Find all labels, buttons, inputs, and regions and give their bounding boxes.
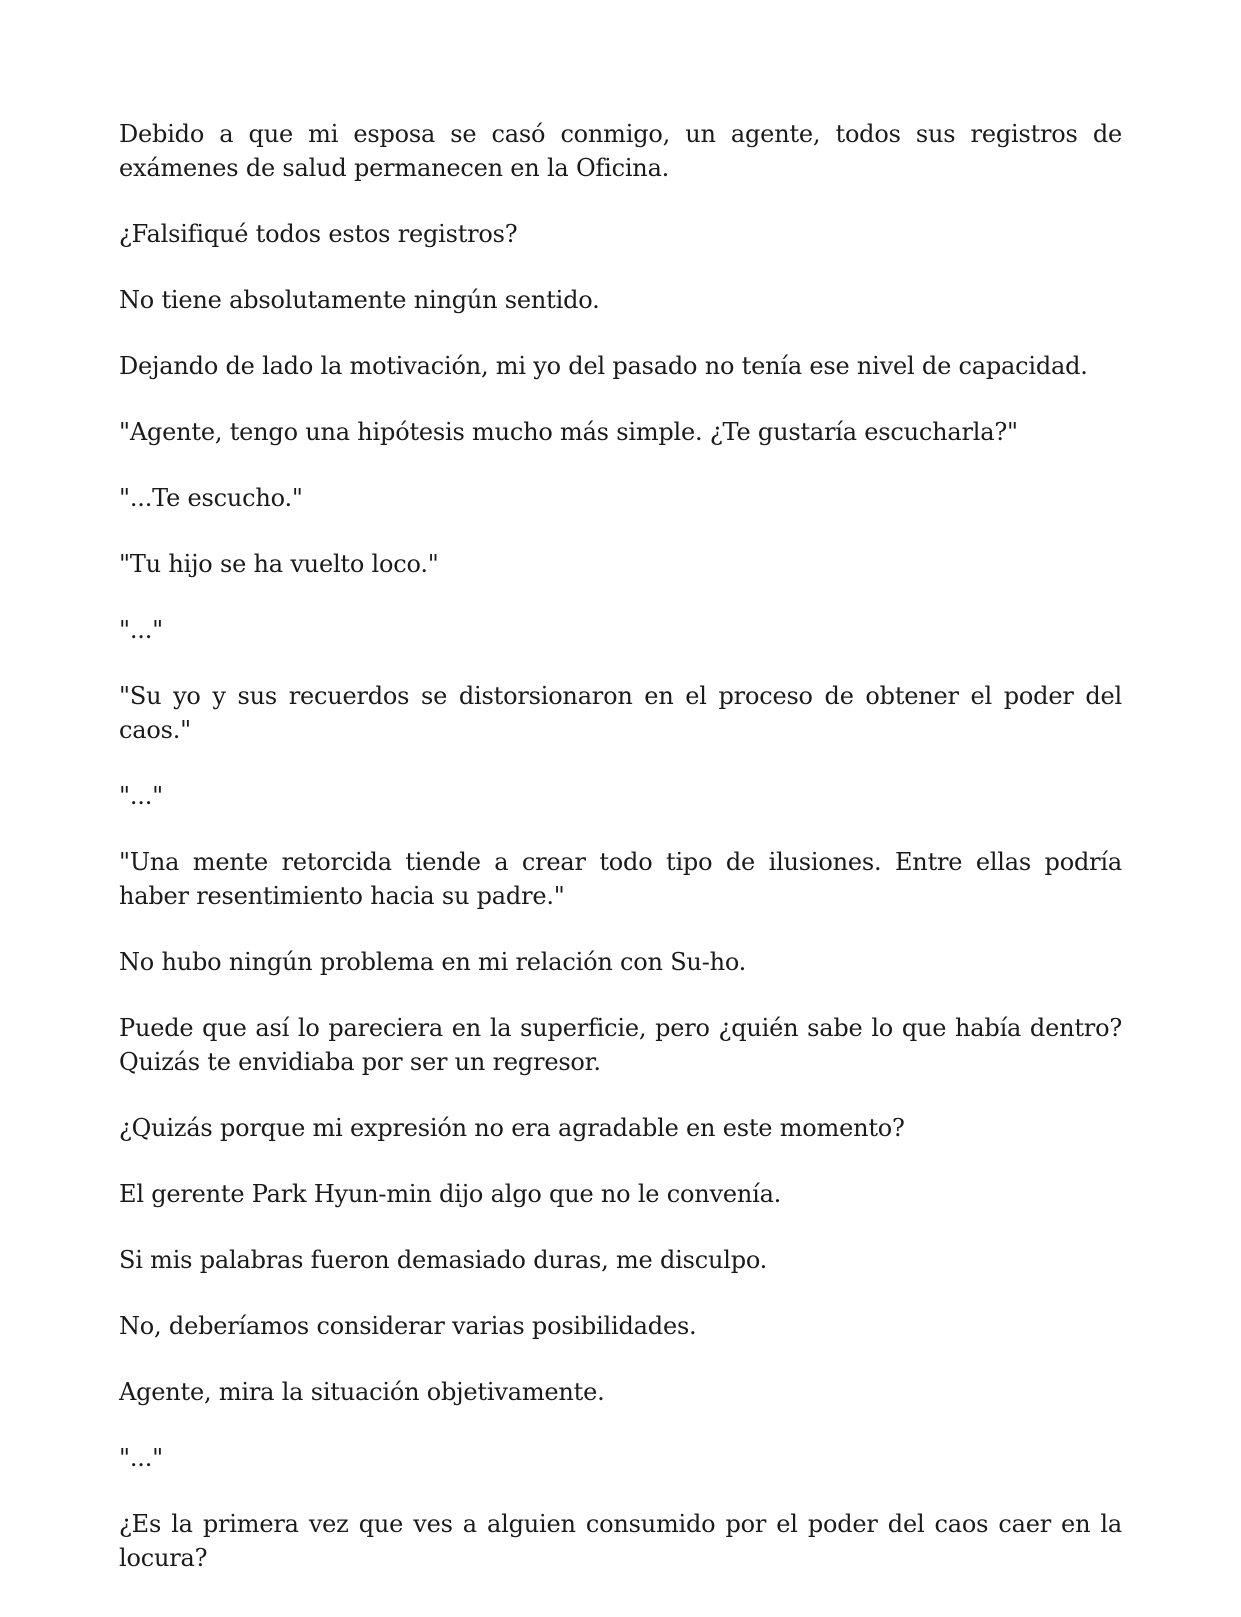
paragraph: No, deberíamos considerar varias posibilidades. — [119, 1312, 697, 1340]
body-text — [119, 117, 1122, 1607]
paragraph: "Agente, tengo una hipótesis mucho más simple. ¿Te gustaría escucharla?" — [119, 418, 1018, 446]
paragraph: No tiene absolutamente ningún sentido. — [119, 286, 600, 314]
paragraph: "Una mente retorcida tiende a crear todo tipo de ilusiones. Entre ellas podría haber resentimiento hacia su padre." — [119, 848, 1122, 910]
paragraph: "...Te escucho." — [119, 484, 303, 512]
paragraph: "..." — [119, 1444, 163, 1472]
paragraph: ¿Es la primera vez que ves a alguien consumido por el poder del caos caer en la locura? — [119, 1510, 1122, 1572]
paragraph: Dejando de lado la motivación, mi yo del pasado no tenía ese nivel de capacidad. — [119, 352, 1088, 380]
paragraph: Agente, mira la situación objetivamente. — [119, 1378, 605, 1406]
paragraph: "Tu hijo se ha vuelto loco." — [119, 550, 439, 578]
paragraph: Puede que así lo pareciera en la superficie, pero ¿quién sabe lo que había dentro? Quizás te envidiaba por ser un regresor. — [119, 1014, 1122, 1076]
paragraph: "..." — [119, 782, 163, 810]
paragraph: "..." — [119, 616, 163, 644]
paragraph: Si mis palabras fueron demasiado duras, me disculpo. — [119, 1246, 768, 1274]
paragraph: "Su yo y sus recuerdos se distorsionaron en el proceso de obtener el poder del caos." — [119, 682, 1122, 744]
paragraph: ¿Falsifiqué todos estos registros? — [119, 220, 518, 248]
paragraph: No hubo ningún problema en mi relación con Su-ho. — [119, 948, 747, 976]
paragraph: ¿Quizás porque mi expresión no era agradable en este momento? — [119, 1114, 905, 1142]
paragraph: Debido a que mi esposa se casó conmigo, un agente, todos sus registros de exámenes de salud permanecen en la Oficina. — [119, 120, 1122, 182]
paragraph: El gerente Park Hyun-min dijo algo que no le convenía. — [119, 1180, 782, 1208]
